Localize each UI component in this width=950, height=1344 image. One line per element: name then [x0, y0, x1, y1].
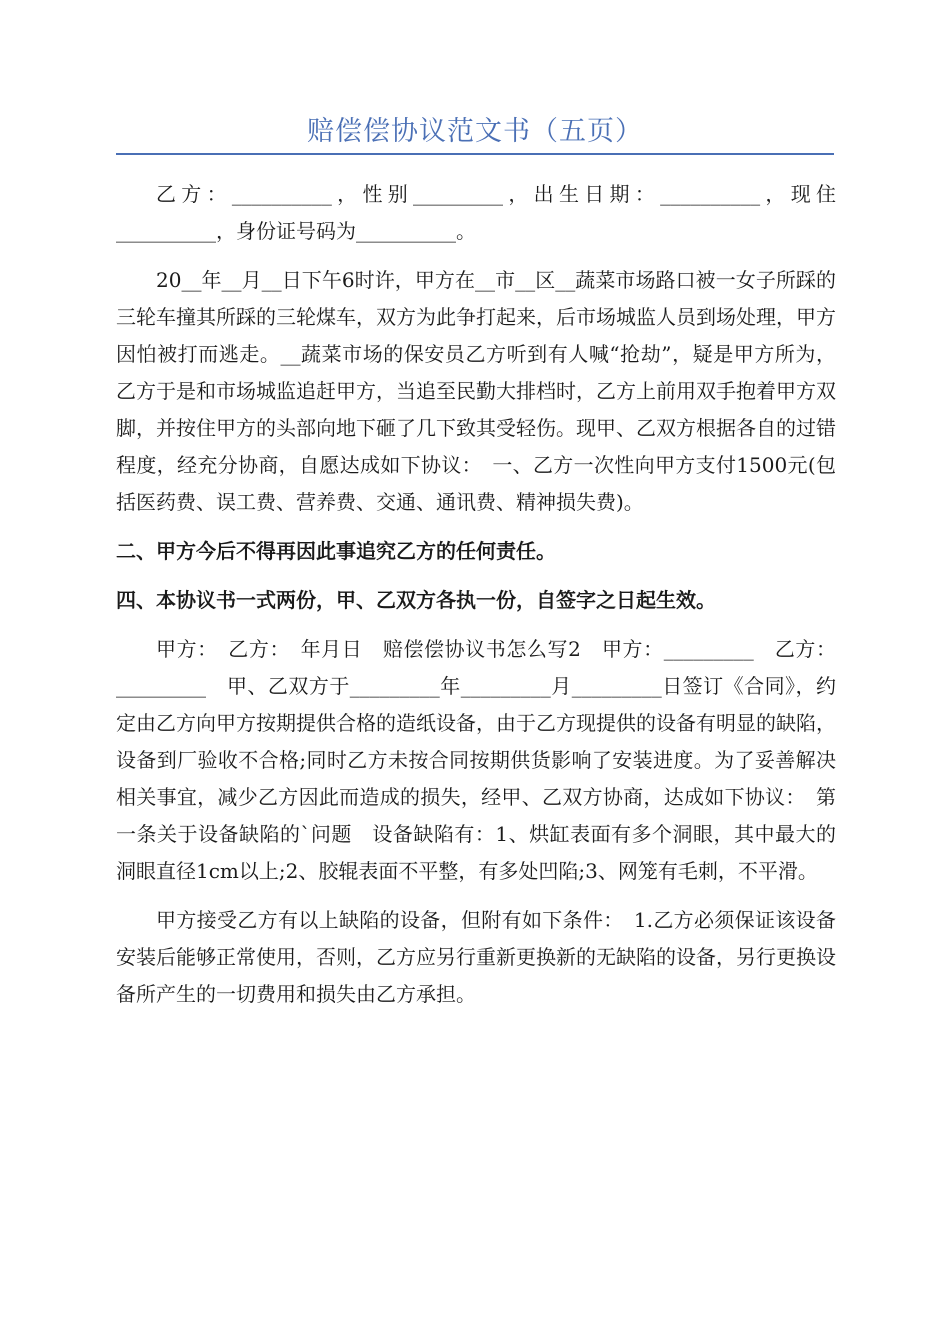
document-title: 赔偿偿协议范文书（五页） — [307, 116, 643, 147]
paragraph-incident: 20__年__月__日下午6时许，甲方在__市__区__蔬菜市场路口被一女子所踩的三轮车撞其所踩的三轮煤车，双方为此争打起来，后市场城监人员到场处理，甲方因怕被打而逃走。__蔬菜市场的保安员乙方听到有人喊“抢劫”，疑是甲方所为，乙方于是和市场城监追赶甲方，当追至民勤大排档时，乙方上前用双手抱着甲方双脚，并按住甲方的头部向地下砸了几下致其受轻伤。现甲、乙双方根据各自的过错程度，经充分协商，自愿达成如下协议： 一、乙方一次性向甲方支付1500元(包括医药费、误工费、营养费、交通、通讯费、精神损失费)。 — [116, 268, 836, 514]
title-underline — [116, 153, 834, 155]
paragraph-clause-four: 四、本协议书一式两份，甲、乙双方各执一份，自签字之日起生效。 — [116, 588, 716, 612]
paragraph-signatures-and-agreement-2: 甲方： 乙方： 年月日 赔偿偿协议书怎么写2 甲方：_________ 乙方：_________ 甲、乙双方于_________年_________月_________日签订《合同》，约定由乙方向甲方按期提供合格的造纸设备，由于乙方现提供的设备有明显的缺陷，设备到厂验收不合格;同时乙方未按合同按期供货影响了安装进度。为了妥善解决相关事宜，减少乙方因此而造成的损失，经甲、乙双方协商，达成如下协议： 第一条关于设备缺陷的`问题 设备缺陷有：1、烘缸表面有多个洞眼，其中最大的洞眼直径1cm以上;2、胶辊表面不平整，有多处凹陷;3、网笼有毛刺，不平滑。 — [116, 637, 836, 883]
paragraph-clause-two: 二、甲方今后不得再因此事追究乙方的任何责任。 — [116, 539, 556, 563]
paragraph-conditions: 甲方接受乙方有以上缺陷的设备，但附有如下条件： 1.乙方必须保证该设备安装后能够正常使用，否则，乙方应另行重新更换新的无缺陷的设备，另行更换设备所产生的一切费用和损失由乙方承担。 — [116, 908, 836, 1006]
document-body — [116, 176, 836, 1025]
paragraph-party-b-info: 乙方：__________，性别_________，出生日期：__________，现住__________，身份证号码为__________。 — [116, 182, 836, 243]
